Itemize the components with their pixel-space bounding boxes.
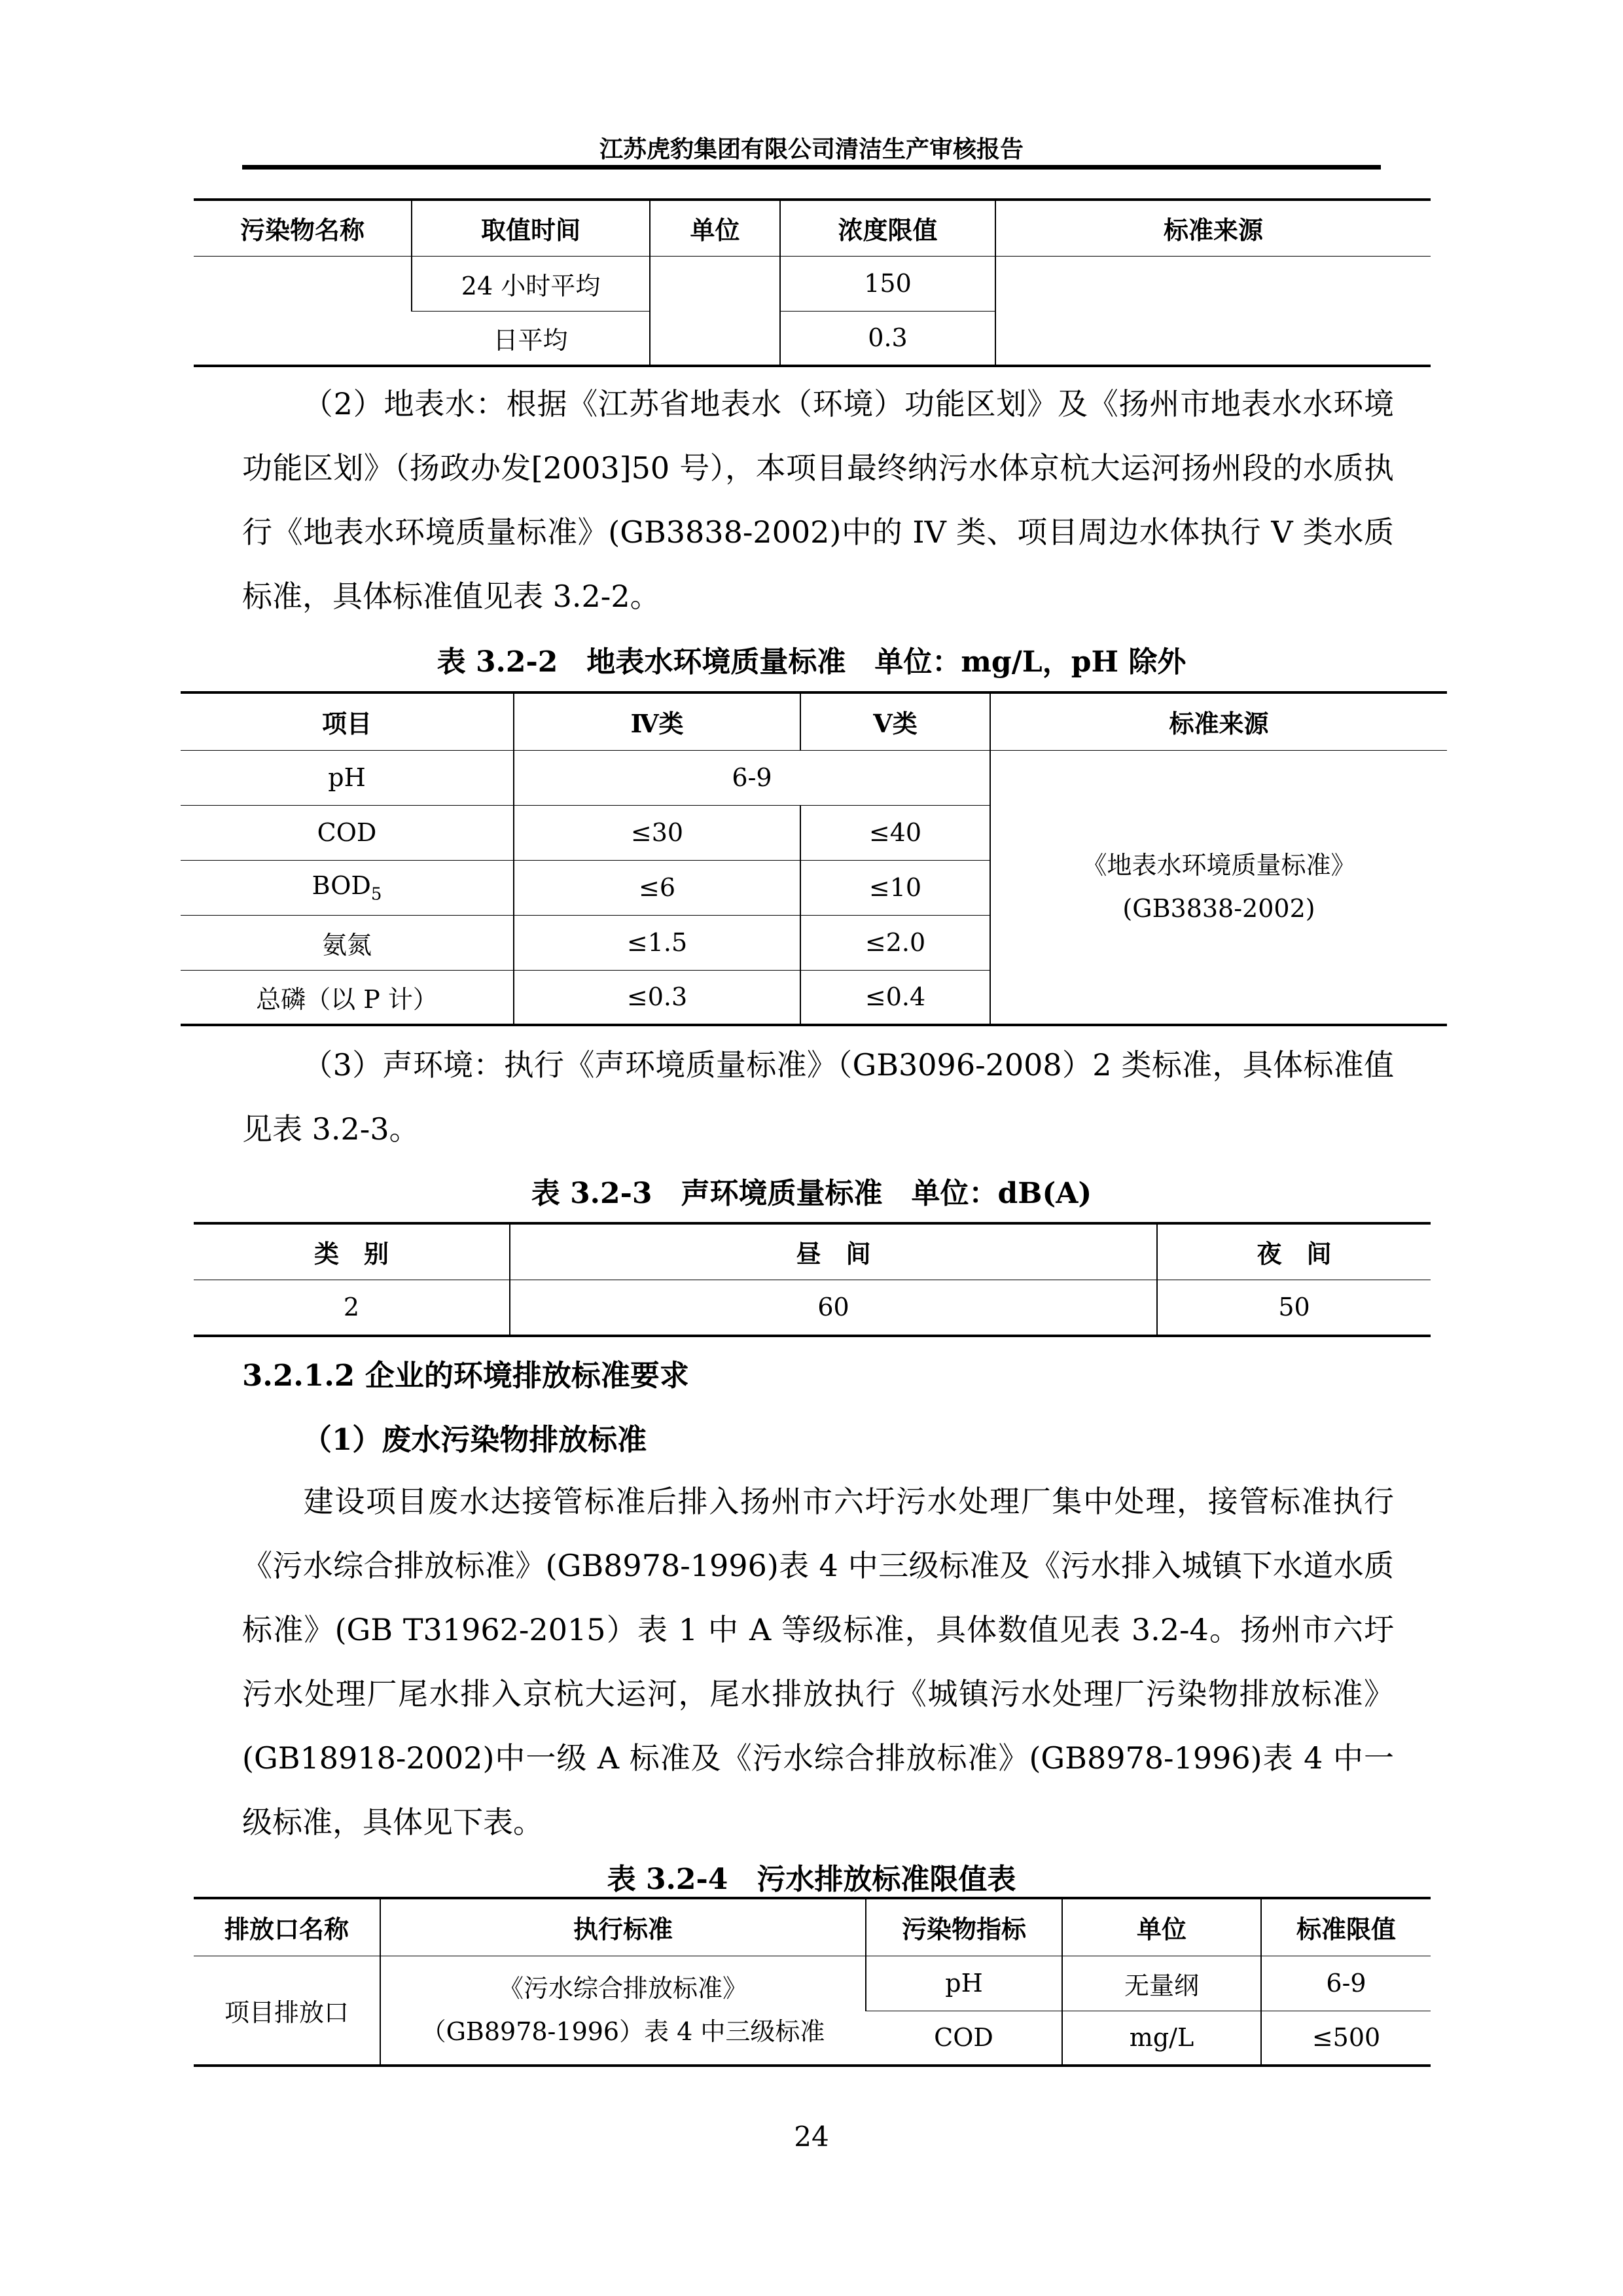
cell-standard: 《污水综合排放标准》 （GB8978-1996）表 4 中三级标准 (380, 1956, 866, 2066)
cell-v: ≤40 (800, 805, 990, 860)
continued-table (194, 198, 1431, 367)
table-caption-3-2-4: 表 3.2-4 污水排放标准限值表 (607, 1863, 1016, 1896)
cell-category: 2 (194, 1280, 510, 1336)
cell-v: ≤0.4 (800, 970, 990, 1025)
col-limit: 浓度限值 (780, 200, 995, 256)
cell-iv: ≤1.5 (514, 915, 800, 970)
col-class-v: Ⅴ类 (800, 692, 990, 750)
cell-pollutant: COD (866, 2011, 1062, 2066)
cell-daytime: 60 (510, 1280, 1157, 1336)
cell-item: $BOD_5$ (181, 860, 514, 915)
table-caption-3-2-3: 表 3.2-3 声环境质量标准 单位：dB(A) (531, 1177, 1092, 1210)
cell-v: ≤10 (800, 860, 990, 915)
acoustic-table (194, 1222, 1431, 1337)
cell-iv: ≤6 (514, 860, 800, 915)
cell-blank (194, 256, 412, 366)
header-rule (242, 165, 1381, 170)
col-limit: 标准限值 (1261, 1898, 1431, 1956)
cell-unit: mg/L (1062, 2011, 1261, 2066)
paragraph-surface-water: （2）地表水：根据《江苏省地表水（环境）功能区划》及《扬州市地表水水环境功能区划》（扬政办发[2003]50 号），本项目最终纳污水体京杭大运河扬州段的水质执行《地表水环境质量标准》(GB3838-2002)中的 IV 类、项目周边水体执行 V 类水质标准，具体标准值见表 3.2-2。 (242, 386, 1394, 614)
cell-unit: 无量纲 (1062, 1956, 1261, 2011)
col-outlet: 排放口名称 (194, 1898, 380, 1956)
subsection-heading: （1）废水污染物排放标准 (302, 1422, 647, 1457)
col-class-iv: Ⅳ类 (514, 692, 800, 750)
cell-outlet: 项目排放口 (194, 1956, 380, 2066)
col-daytime: 昼 间 (510, 1223, 1157, 1280)
col-item: 项目 (181, 692, 514, 750)
surface-water-table (181, 691, 1447, 1026)
cell-limit: ≤500 (1261, 2011, 1431, 2066)
paragraph-acoustic: （3）声环境：执行《声环境质量标准》（GB3096-2008）2 类标准，具体标准值见表 3.2-3。 (242, 1047, 1394, 1147)
col-time: 取值时间 (412, 200, 650, 256)
col-standard: 执行标准 (380, 1898, 866, 1956)
col-pollutant: 污染物名称 (194, 200, 412, 256)
col-source: 标准来源 (990, 692, 1447, 750)
cell-time: 日平均 (412, 311, 650, 366)
paragraph-wastewater: 建设项目废水达接管标准后排入扬州市六圩污水处理厂集中处理，接管标准执行《污水综合排放标准》(GB8978-1996)表 4 中三级标准及《污水排入城镇下水道水质标准》(GB T31962-2015）表 1 中 A 等级标准，具体数值见表 3.2-4。扬州市六圩污水处理厂尾水排入京杭大运河，尾水排放执行《城镇污水处理厂污染物排放标准》(GB18918-2002)中一级 A 标准及《污水综合排放标准》(GB8978-1996)表 4 中一级标准，具体见下表。 (242, 1484, 1394, 1840)
cell-v: ≤2.0 (800, 915, 990, 970)
cell-pollutant: pH (866, 1956, 1062, 2011)
cell-blank (995, 256, 1431, 366)
page-number: 24 (794, 2121, 829, 2153)
col-pollutant: 污染物指标 (866, 1898, 1062, 1956)
cell-ph-value: 6-9 (514, 750, 990, 805)
col-category: 类 别 (194, 1223, 510, 1280)
cell-limit: 0.3 (780, 311, 995, 366)
page-header-title: 江苏虎豹集团有限公司清洁生产审核报告 (599, 135, 1024, 163)
cell-item: 总磷（以 P 计） (181, 970, 514, 1025)
col-source: 标准来源 (995, 200, 1431, 256)
cell-item: COD (181, 805, 514, 860)
cell-iv: ≤0.3 (514, 970, 800, 1025)
table-caption-3-2-2: 表 3.2-2 地表水环境质量标准 单位：mg/L，pH 除外 (437, 645, 1186, 679)
cell-iv: ≤30 (514, 805, 800, 860)
cell-time: 24 小时平均 (412, 256, 650, 311)
cell-night: 50 (1157, 1280, 1431, 1336)
cell-item: pH (181, 750, 514, 805)
cell-limit: 6-9 (1261, 1956, 1431, 2011)
cell-limit: 150 (780, 256, 995, 311)
section-heading: 3.2.1.2 企业的环境排放标准要求 (242, 1358, 689, 1393)
cell-blank (650, 256, 780, 366)
col-unit: 单位 (650, 200, 780, 256)
cell-item: 氨氮 (181, 915, 514, 970)
cell-source: 《地表水环境质量标准》 (GB3838-2002) (990, 750, 1447, 1025)
wastewater-table (194, 1897, 1431, 2067)
col-unit: 单位 (1062, 1898, 1261, 1956)
col-night: 夜 间 (1157, 1223, 1431, 1280)
